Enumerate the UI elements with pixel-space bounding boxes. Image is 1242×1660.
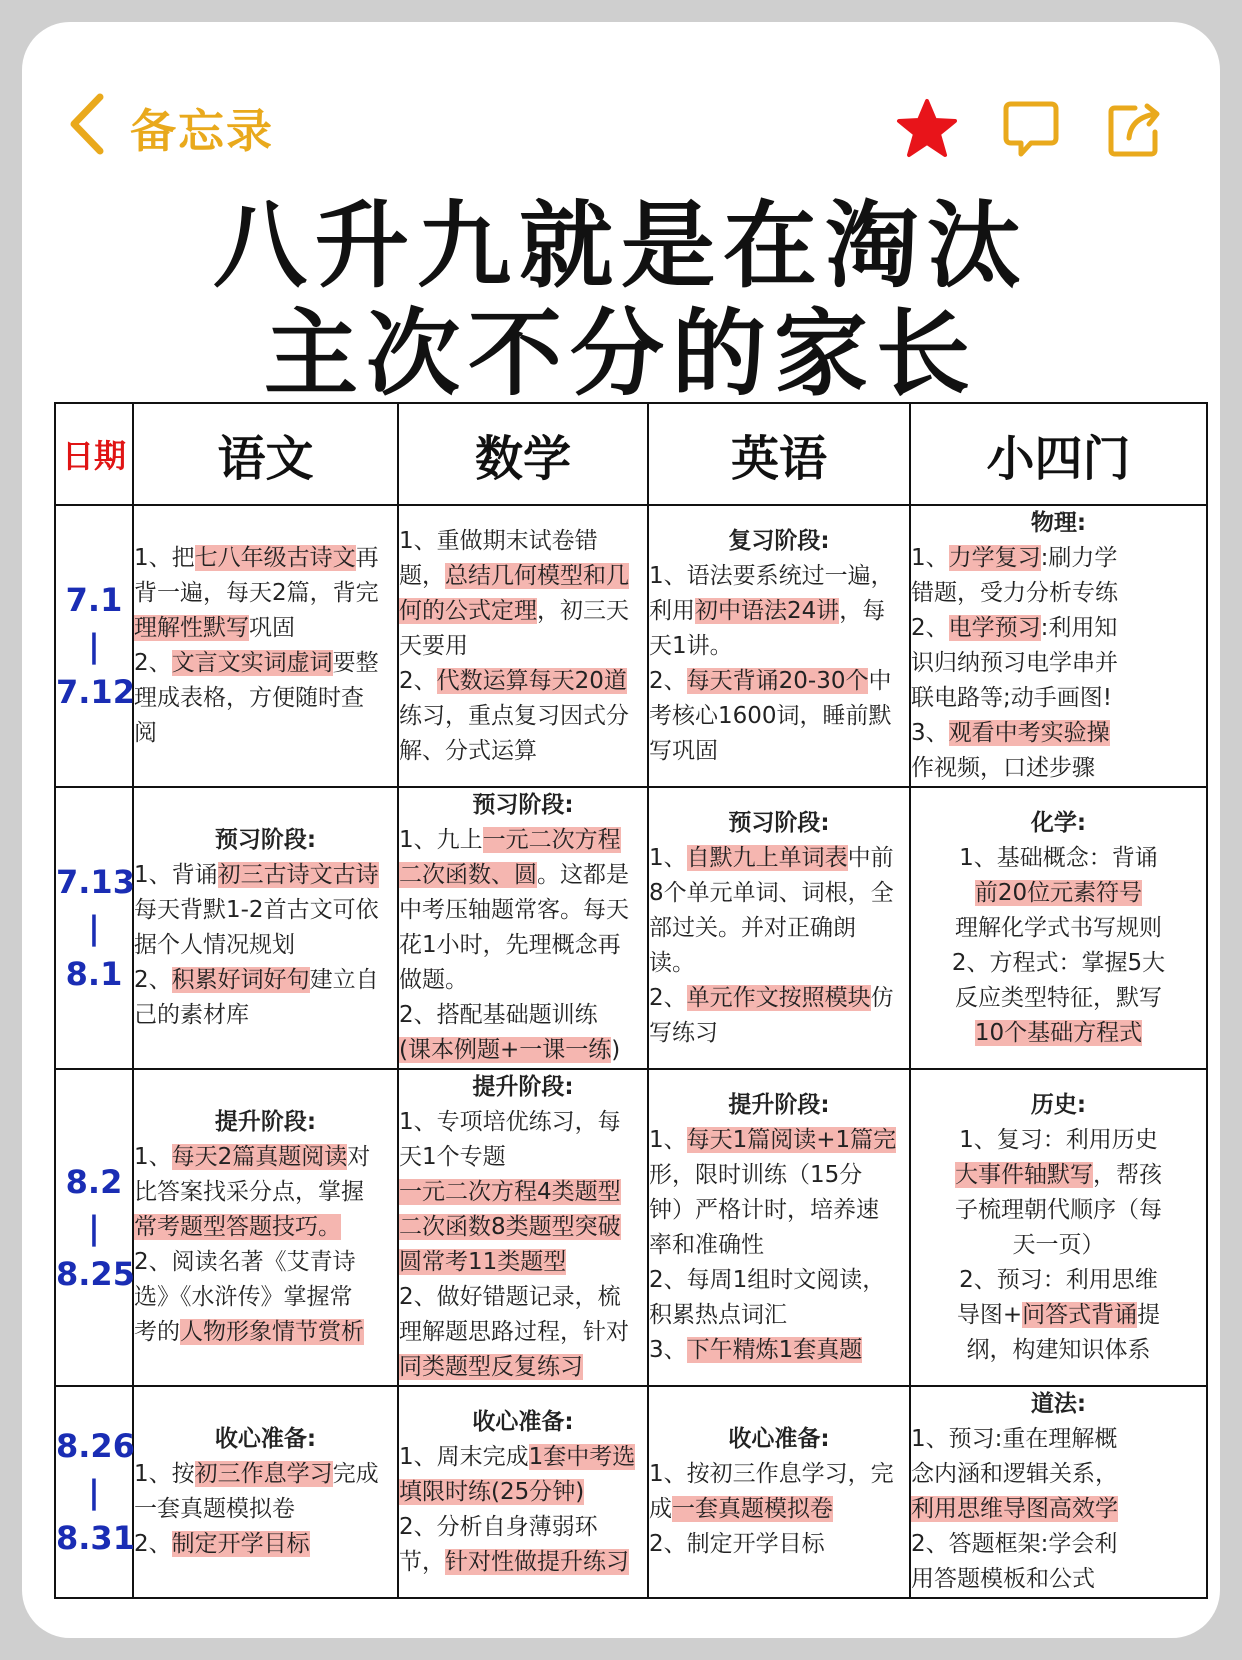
stage-label: 物理:	[1030, 510, 1087, 536]
date-range	[55, 1069, 133, 1386]
plan-line	[911, 876, 1206, 911]
plan-line: 解、分式运算	[399, 737, 537, 764]
plan-line: 2、搭配基础题训练	[399, 1002, 598, 1028]
stage-label: 预习阶段:	[728, 809, 830, 836]
stage-label: 收心准备:	[472, 1408, 574, 1435]
header-math: 数学	[398, 403, 648, 505]
table-row	[55, 787, 1207, 1069]
plan-line: 1、专项培优练习，每	[399, 1109, 621, 1135]
highlight: 制定开学目标	[171, 1531, 310, 1557]
plan-line	[399, 1350, 647, 1385]
back-button[interactable]	[64, 84, 124, 164]
plan-line: 2、阅读名著《艾青诗	[134, 1249, 356, 1275]
plan-line: 积累热点词汇	[649, 1301, 787, 1328]
plan-line: 2、制定开学目标	[134, 1531, 310, 1557]
plan-line: 3、下午精炼1套真题	[649, 1336, 863, 1363]
highlight: (课本例题+一课一练	[399, 1037, 612, 1063]
plan-line: 大事件轴默写，帮孩	[955, 1161, 1162, 1188]
highlight: 七八年级古诗文	[194, 545, 356, 571]
highlight: 填限时练(25分钟)	[399, 1478, 585, 1505]
date-part: 7.12	[56, 673, 135, 711]
highlight: 二次函数、圆	[399, 862, 537, 888]
plan-line: 2、代数运算每天20道	[399, 667, 627, 694]
date-range	[55, 787, 133, 1069]
plan-cell	[648, 505, 910, 787]
comment-button[interactable]	[998, 96, 1064, 162]
plan-line: 1、背诵初三古诗文古诗	[134, 862, 379, 888]
highlight: 二次函数8类题型突破	[399, 1214, 621, 1240]
plan-line: 部过关。并对正确朗	[649, 914, 856, 941]
plan-line: 题，总结几何模型和几	[399, 562, 629, 589]
plan-cell	[133, 505, 398, 787]
plan-line: 8个单元单词、词根，全	[649, 879, 894, 906]
stage-label: 历史:	[1030, 1091, 1087, 1118]
highlight: 代数运算每天20道	[436, 667, 627, 694]
plan-line: 1、每天1篇阅读+1篇完	[649, 1126, 897, 1153]
plan-line: 导图+问答式背诵提	[956, 1301, 1161, 1328]
highlight: 利用思维导图高效学	[911, 1496, 1118, 1522]
highlight: 每天1篇阅读+1篇完	[686, 1126, 897, 1153]
stage-label: 道法:	[1030, 1391, 1087, 1417]
header-minor-subjects: 小四门	[910, 403, 1207, 505]
highlight: 大事件轴默写	[955, 1161, 1093, 1188]
plan-line: 1、基础概念：背诵	[959, 844, 1158, 871]
highlight: 1套中考选	[528, 1443, 636, 1470]
share-icon	[1105, 98, 1165, 160]
date-part: 8.25	[56, 1254, 135, 1293]
date-part: 8.1	[65, 955, 123, 993]
plan-cell	[133, 1069, 398, 1386]
plan-line: 天1个专题	[399, 1144, 506, 1170]
highlight: 观看中考实验操	[948, 720, 1110, 746]
plan-line: 1、复习：利用历史	[959, 1126, 1158, 1153]
date-part: |	[88, 1208, 100, 1247]
highlight: 初三古诗文古诗	[217, 862, 379, 888]
stage-label: 复习阶段:	[728, 527, 830, 554]
date-part: |	[88, 1473, 100, 1511]
highlight: 针对性做提升练习	[445, 1548, 629, 1575]
plan-line	[911, 1016, 1206, 1051]
plan-line: 1、按初三作息学习完成	[134, 1461, 379, 1487]
plan-line: 己的素材库	[134, 1002, 249, 1028]
date-range	[55, 1386, 133, 1598]
plan-line: 花1小时，先理概念再	[399, 932, 621, 958]
highlight: 前20位元素符号	[974, 879, 1143, 906]
table-row	[55, 1069, 1207, 1386]
plan-line: (课本例题+一课一练)	[399, 1037, 621, 1063]
share-button[interactable]	[1102, 96, 1168, 162]
plan-line: 成一套真题模拟卷	[649, 1496, 833, 1522]
plan-line	[399, 1175, 647, 1210]
date-part: 7.1	[65, 581, 123, 619]
plan-line: 考核心1600词，睡前默	[649, 702, 892, 729]
plan-line	[399, 1245, 647, 1280]
plan-line: 背一遍，每天2篇，背完	[134, 580, 379, 606]
plan-line: 1、九上一元二次方程	[399, 827, 621, 853]
plan-line: 1、按初三作息学习，完	[649, 1461, 894, 1487]
highlight: 每天背诵20-30个	[686, 667, 869, 694]
highlight: 一元二次方程4类题型	[399, 1179, 621, 1205]
plan-line: 选》《水浒传》掌握常	[134, 1284, 353, 1310]
date-part: |	[88, 909, 100, 947]
plan-line	[399, 1475, 647, 1510]
highlight: 初中语法24讲	[695, 597, 840, 624]
stage-label: 收心准备:	[214, 1426, 317, 1452]
table-row	[55, 1386, 1207, 1598]
plan-line: 3、观看中考实验操	[911, 720, 1110, 746]
stage-label: 提升阶段:	[728, 1091, 830, 1118]
plan-line: 1、重做期末试卷错	[399, 527, 598, 554]
stage-label: 收心准备:	[728, 1426, 830, 1452]
highlight: 电学预习	[948, 615, 1041, 641]
plan-line: 1、预习:重在理解概	[911, 1426, 1118, 1452]
plan-line: 1、每天2篇真题阅读对	[134, 1144, 371, 1170]
plan-line: 一套真题模拟卷	[134, 1496, 295, 1522]
table-row	[55, 505, 1207, 787]
stage-label: 预习阶段:	[472, 792, 574, 818]
plan-line: 理成表格，方便随时查	[134, 685, 364, 711]
comment-icon	[1001, 98, 1061, 160]
plan-line: 比答案找采分点，掌握	[134, 1179, 364, 1205]
plan-line	[399, 1210, 647, 1245]
highlight: 单元作文按照模块	[686, 984, 871, 1011]
highlight: 下午精炼1套真题	[686, 1336, 863, 1363]
date-part: 8.31	[56, 1519, 135, 1557]
plan-line: 用答题模板和公式	[911, 1566, 1095, 1592]
plan-line	[134, 1210, 397, 1245]
table-header-row	[55, 403, 1207, 505]
plan-line: 2、每天背诵20-30个中	[649, 667, 892, 694]
plan-line: 二次函数、圆。这都是	[399, 862, 629, 888]
highlight: 同类题型反复练习	[399, 1354, 583, 1380]
plan-line: 错题，受力分析专练	[911, 580, 1118, 606]
plan-line: 考的人物形象情节赏析	[134, 1319, 364, 1345]
highlight: 力学复习	[948, 545, 1041, 571]
plan-line: 何的公式定理，初三天	[399, 597, 629, 624]
plan-line: 理解化学式书写规则	[955, 914, 1162, 941]
back-title[interactable]: 备忘录	[130, 104, 274, 158]
highlight: 文言文实词虚词	[171, 650, 333, 676]
plan-line: 2、预习：利用思维	[959, 1266, 1158, 1293]
plan-line: 节，针对性做提升练习	[399, 1548, 629, 1575]
plan-line: 2、单元作文按照模块仿	[649, 984, 894, 1011]
plan-cell	[910, 1386, 1207, 1598]
highlight: 一套真题模拟卷	[672, 1496, 833, 1522]
plan-cell	[133, 1386, 398, 1598]
plan-line: 理解性默写巩固	[134, 615, 295, 641]
plan-line: 每天背默1-2首古文可依	[134, 897, 379, 923]
plan-line: 反应类型特征，默写	[955, 984, 1162, 1011]
highlight: 自默九上单词表	[686, 844, 848, 871]
plan-line: 2、答题框架:学会利	[911, 1531, 1118, 1557]
date-part: 8.26	[56, 1427, 135, 1465]
plan-line: 读。	[649, 949, 695, 976]
plan-line: 2、方程式：掌握5大	[951, 949, 1166, 976]
plan-cell	[910, 1069, 1207, 1386]
plan-line: 1、周末完成1套中考选	[399, 1443, 636, 1470]
plan-line: 中考压轴题常客。每天	[399, 897, 629, 923]
header-date: 日期	[55, 403, 133, 505]
plan-line: 理解题思路过程，针对	[399, 1319, 629, 1345]
plan-line: 练习，重点复习因式分	[399, 702, 629, 729]
plan-line: 形，限时训练（15分	[649, 1161, 863, 1188]
plan-line: 1、自默九上单词表中前	[649, 844, 894, 871]
headline-line-1: 八升九就是在淘汰	[212, 191, 1029, 301]
plan-line: 2、做好错题记录，梳	[399, 1284, 621, 1310]
highlight: 每天2篇真题阅读	[171, 1144, 348, 1170]
plan-cell	[133, 787, 398, 1069]
plan-cell	[648, 1069, 910, 1386]
highlight: 理解性默写	[134, 615, 249, 641]
plan-line: 2、分析自身薄弱环	[399, 1513, 598, 1540]
plan-cell	[648, 787, 910, 1069]
plan-line: 1、把七八年级古诗文再	[134, 545, 379, 571]
plan-line: 念内涵和逻辑关系，	[911, 1461, 1118, 1487]
stage-label: 预习阶段:	[214, 827, 317, 853]
highlight: 初三作息学习	[194, 1461, 333, 1487]
plan-line: 识归纳预习电学串并	[911, 650, 1118, 676]
date-range	[55, 505, 133, 787]
plan-line: 钟）严格计时，培养速	[649, 1196, 879, 1223]
plan-line: 做题。	[399, 967, 468, 993]
highlight: 一元二次方程	[482, 827, 621, 853]
plan-cell	[398, 787, 648, 1069]
plan-line: 2、制定开学目标	[649, 1531, 825, 1557]
header-chinese: 语文	[133, 403, 398, 505]
plan-line: 利用初中语法24讲，每	[649, 597, 886, 624]
plan-cell	[398, 1386, 648, 1598]
study-plan-table	[54, 402, 1208, 1599]
chevron-left-icon	[64, 91, 108, 157]
plan-line: 2、文言文实词虚词要整	[134, 650, 379, 676]
plan-line	[911, 1492, 1206, 1527]
plan-line: 率和准确性	[649, 1231, 764, 1258]
plan-line: 天1讲。	[649, 632, 733, 659]
plan-line: 天要用	[399, 632, 468, 659]
plan-cell	[398, 1069, 648, 1386]
plan-line: 2、每周1组时文阅读，	[649, 1266, 886, 1293]
stage-label: 化学:	[1030, 809, 1087, 836]
highlight: 问答式背诵	[1022, 1301, 1138, 1328]
headline	[0, 192, 1242, 408]
date-part: 8.2	[65, 1162, 123, 1201]
stage-label: 提升阶段:	[472, 1074, 574, 1100]
plan-cell	[648, 1386, 910, 1598]
star-icon	[896, 98, 958, 160]
header-english: 英语	[648, 403, 910, 505]
plan-line: 纲，构建知识体系	[966, 1336, 1151, 1363]
plan-line: 写巩固	[649, 737, 718, 764]
plan-line: 2、电学预习:利用知	[911, 615, 1118, 641]
plan-cell	[910, 787, 1207, 1069]
date-part: 7.13	[56, 863, 135, 901]
plan-line: 联电路等;动手画图!	[911, 685, 1112, 711]
highlight: 人物形象情节赏析	[180, 1319, 364, 1345]
highlight: 总结几何模型和几	[445, 562, 629, 589]
highlight: 常考题型答题技巧。	[134, 1214, 341, 1240]
favorite-button[interactable]	[894, 96, 960, 162]
plan-line: 天一页）	[1012, 1231, 1105, 1258]
toolbar	[894, 96, 1168, 162]
headline-line-2: 主次不分的家长	[263, 299, 978, 409]
date-part: |	[88, 627, 100, 665]
plan-line: 1、语法要系统过一遍，	[649, 562, 894, 589]
highlight: 10个基础方程式	[974, 1019, 1143, 1046]
plan-cell	[398, 505, 648, 787]
plan-line: 写练习	[649, 1019, 718, 1046]
highlight: 何的公式定理	[399, 597, 537, 624]
plan-line: 阅	[134, 720, 157, 746]
plan-line: 据个人情况规划	[134, 932, 295, 958]
plan-line: 2、积累好词好句建立自	[134, 967, 379, 993]
highlight: 圆常考11类题型	[399, 1249, 567, 1275]
plan-line: 1、力学复习:刷力学	[911, 545, 1118, 571]
plan-cell	[910, 505, 1207, 787]
stage-label: 提升阶段:	[214, 1109, 317, 1135]
highlight: 积累好词好句	[171, 967, 310, 993]
plan-line: 作视频，口述步骤	[911, 755, 1095, 781]
plan-line: 子梳理朝代顺序（每	[955, 1196, 1162, 1223]
